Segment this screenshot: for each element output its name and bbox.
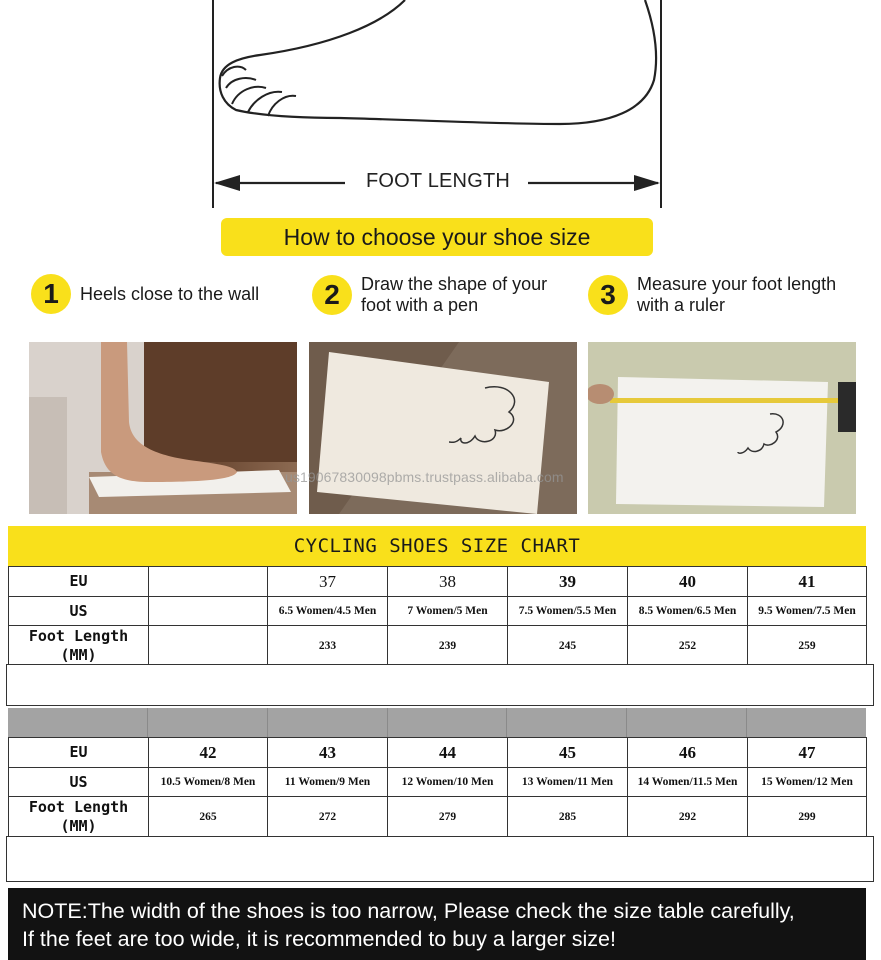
table-row-us xyxy=(9,768,867,797)
blank-row xyxy=(6,836,874,882)
how-to-heading: How to choose your shoe size xyxy=(221,218,653,256)
eu-size-cell: 42 xyxy=(149,738,268,768)
step-number: 1 xyxy=(31,274,71,314)
foot-length-cell: 299 xyxy=(748,797,867,837)
step-3 xyxy=(588,274,836,316)
step-number: 3 xyxy=(588,275,628,315)
table-row-length xyxy=(9,626,867,666)
us-size-cell: 10.5 Women/8 Men xyxy=(149,768,268,797)
foot-length-cell xyxy=(149,626,268,666)
us-size-cell: 9.5 Women/7.5 Men xyxy=(748,597,867,626)
eu-size-cell: 47 xyxy=(748,738,867,768)
eu-size-cell xyxy=(149,567,268,597)
eu-size-cell: 37 xyxy=(268,567,388,597)
us-size-cell: 7.5 Women/5.5 Men xyxy=(508,597,628,626)
eu-size-cell: 43 xyxy=(268,738,388,768)
step-2 xyxy=(312,274,547,316)
us-size-cell: 8.5 Women/6.5 Men xyxy=(628,597,748,626)
foot-length-cell: 252 xyxy=(628,626,748,666)
us-size-cell: 6.5 Women/4.5 Men xyxy=(268,597,388,626)
row-label-eu: EU xyxy=(9,567,149,597)
foot-length-label: FOOT LENGTH xyxy=(348,170,528,193)
foot-length-cell: 259 xyxy=(748,626,867,666)
size-table-2 xyxy=(8,737,867,837)
ruler-measure-photo xyxy=(588,342,856,514)
sizing-note: NOTE:The width of the shoes is too narrow, Please check the size table carefully, If the feet are too wide, it is recommended to buy a larger size! xyxy=(8,888,866,960)
row-label-eu: EU xyxy=(9,738,149,768)
eu-size-cell: 39 xyxy=(508,567,628,597)
heel-against-wall-photo xyxy=(29,342,297,514)
step-text: Draw the shape of your foot with a pen xyxy=(361,274,548,315)
eu-size-cell: 40 xyxy=(628,567,748,597)
size-chart-title: CYCLING SHOES SIZE CHART xyxy=(8,526,866,566)
foot-length-cell: 292 xyxy=(628,797,748,837)
step-text: Heels close to the wall xyxy=(80,283,260,304)
table-row-eu xyxy=(9,738,867,768)
us-size-cell: 13 Women/11 Men xyxy=(508,768,628,797)
foot-length-cell: 239 xyxy=(388,626,508,666)
foot-length-cell: 285 xyxy=(508,797,628,837)
us-size-cell: 15 Women/12 Men xyxy=(748,768,867,797)
foot-length-cell: 272 xyxy=(268,797,388,837)
us-size-cell: 11 Women/9 Men xyxy=(268,768,388,797)
foot-length-cell: 233 xyxy=(268,626,388,666)
grey-divider-band xyxy=(8,708,866,737)
blank-row xyxy=(6,664,874,706)
us-size-cell: 12 Women/10 Men xyxy=(388,768,508,797)
table-row-eu xyxy=(9,567,867,597)
eu-size-cell: 44 xyxy=(388,738,508,768)
foot-length-cell: 245 xyxy=(508,626,628,666)
foot-diagram xyxy=(0,0,881,215)
table-row-us xyxy=(9,597,867,626)
eu-size-cell: 41 xyxy=(748,567,867,597)
us-size-cell: 14 Women/11.5 Men xyxy=(628,768,748,797)
row-label-length: Foot Length (MM) xyxy=(9,797,149,837)
table-row-length xyxy=(9,797,867,837)
eu-size-cell: 46 xyxy=(628,738,748,768)
eu-size-cell: 38 xyxy=(388,567,508,597)
foot-length-cell: 265 xyxy=(149,797,268,837)
size-table-1 xyxy=(8,566,867,666)
row-label-length: Foot Length (MM) xyxy=(9,626,149,666)
row-label-us: US xyxy=(9,597,149,626)
eu-size-cell: 45 xyxy=(508,738,628,768)
step-1 xyxy=(31,274,259,314)
step-text: Measure your foot length with a ruler xyxy=(637,274,837,315)
us-size-cell xyxy=(149,597,268,626)
us-size-cell: 7 Women/5 Men xyxy=(388,597,508,626)
foot-length-cell: 279 xyxy=(388,797,508,837)
row-label-us: US xyxy=(9,768,149,797)
paper-outline-photo xyxy=(309,342,577,514)
step-number: 2 xyxy=(312,275,352,315)
watermark: us19067830098pbms.trustpass.alibaba.com xyxy=(285,469,564,485)
